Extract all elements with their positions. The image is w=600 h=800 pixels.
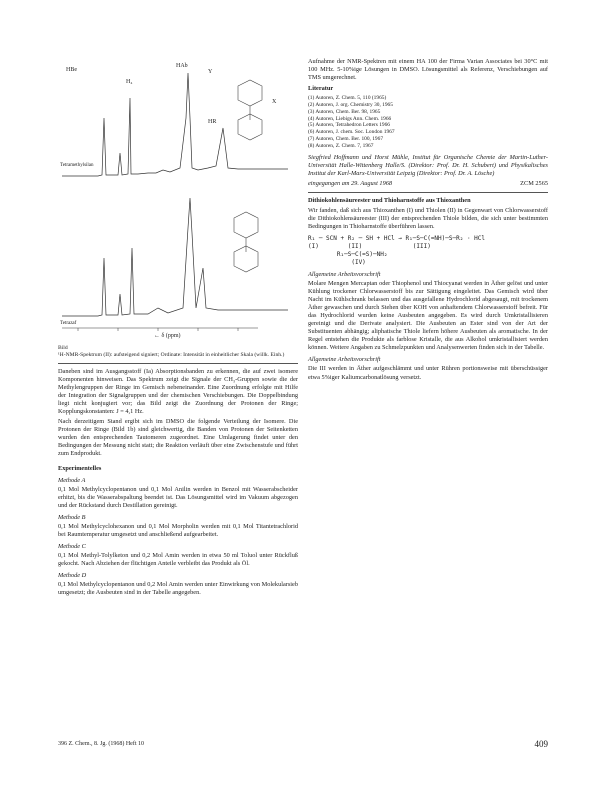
received-line <box>308 180 548 188</box>
article-intro: Wir fanden, daß sich aus Thioxanthen (I) und Thiolen (II) in Gegenwart von Chlorwasserstoff die Dithiokohlensäureester (III) der entsprechenden Thiole bilden, die sich unter bestimmten Bedingungen in Thioharnstoffe überführen lassen. <box>308 206 548 230</box>
method-a-text: 0,1 Mol Methylcyclopentanon und 0,1 Mol Anilin werden in Benzol mit Wasserabscheider erhitzt, bis die Wasserabspaltung beendet ist. Das Lösungsmittel wird im Vakuum abgezogen und der Rückstand durch Destillation gereinigt. <box>58 485 298 509</box>
method-d-text: 0,1 Mol Methylcyclopentanon und 0,2 Mol Amin werden unter Einwirkung von Molekularsieb umgesetzt; die Ausbeuten sind in der Tabelle angegeben. <box>58 581 298 597</box>
axis-label: ← δ (ppm) <box>154 333 181 339</box>
reference-item: (2) Autoren, J. org. Chemistry 30, 1965 <box>308 101 393 108</box>
peak-label-x: X <box>272 99 277 105</box>
left-intro-text: Daneben sind im Ausgangsstoff (Ia) Absorptionsbanden zu erkennen, die auf zwei isomere Komponenten hinweisen. Das Spektrum zeigt die Signale der CH₃-Gruppen sowie die der Methylengruppen der Ringe im Gemisch nebeneinander. Eine Zuordnung erfolgte mit Hilfe der Integration der Signalgruppen und der chemischen Verschiebungen. Die Doppelbindung liegt nicht konjugiert vor; das Bild zeigt die Zuordnung der Protonen der Ringe; Kopplungskonstanten: J = 4,1 Hz. <box>58 368 298 416</box>
left-para2-text: Nach derzeitigem Stand ergibt sich im DMSO die folgende Verteilung der Isomere. Die Protonen der Ringe (Bild 1b) sind gleichwertig, die Banden von Protonen der Seitenketten wurden den entsprechenden Tautomeren zugeordnet. Eine Umlagerung findet unter den Bedingungen der Messung nicht statt; die Reaktion verläuft über eine Zwischenstufe und führt zum Endprodukt. <box>58 418 298 458</box>
article-title: Dithiokohlensäureester und Thioharnstoffe aus Thioxanthen <box>308 196 471 204</box>
procedure-heading-2: Allgemeine Arbeitsvorschrift <box>308 356 381 364</box>
left-column <box>58 58 298 599</box>
reference-item: (8) Autoren, Z. Chem. 7, 1967 <box>308 142 374 149</box>
peak-label-hab: HAb <box>176 63 188 69</box>
spectrum-plot <box>58 58 298 341</box>
method-c-text: 0,1 Mol Methyl-Tolylketon und 0,2 Mol Amin werden in etwa 50 ml Toluol unter Rückfluß gekocht. Nach Abziehen der flüchtigen Anteile verbleibt das Produkt als Öl. <box>58 551 298 567</box>
nmr-spectrum-figure <box>58 58 298 341</box>
peak-label-h4: H₄ <box>126 79 133 85</box>
peak-label-y: Y <box>208 69 213 75</box>
peak-label-tetrazaf: Tetrazaf <box>60 321 77 326</box>
method-d-title: Methode D <box>58 572 87 580</box>
peak-label-hbe: HBe <box>66 67 77 73</box>
procedure-heading-1: Allgemeine Arbeitsvorschrift <box>308 270 381 278</box>
method-b-text: 0,1 Mol Methylcyclohexanon und 0,1 Mol Morpholin werden mit 0,1 Mol Titantetrachlorid bei Raumtemperatur umgesetzt und anschließend aufgearbeitet. <box>58 522 298 538</box>
reference-list <box>308 95 548 149</box>
peak-label-tms: Tetramethylsilan <box>60 163 94 168</box>
journal-citation: 396 Z. Chem., 8. Jg. (1968) Heft 10 <box>58 741 144 747</box>
reference-item: (1) Autoren, Z. Chem. 5, 110 (1965) <box>308 95 387 102</box>
reaction-equation: R₁ ─ SCN + R₂ ─ SH + HCl → R₁─S─C(=NH)─S─R₂ · HCl (I) (II) (III) R₁─S─C(=S)─NH₂ (IV) <box>308 234 486 266</box>
procedure-text-1: Molare Mengen Mercaptan oder Thiophenol und Thiocyanat werden in Äther gelöst und unter Kühlung trockener Chlorwasserstoff bis zur Sättigung eingeleitet. Das Gemisch wird über Nacht im Kühlschrank belassen und das ausgefallene Hydrochlorid abgesaugt, mit trockenem Äther gewaschen und durch Stehen über KOH von anhaftendem Chlorwasserstoff befreit. Für das Hydrochlorid wurden keine Ausbeuten angegeben. Es wird durch Umkristallisieren gereinigt und die Derivate analysiert. Die Ausbeuten an Ester sind von der Art der Substituenten abhängig; aliphatische Thiole liefern höhere Ausbeuten als aromatische. In der Regel entstehen die Produkte als farblose Kristalle, die aus Alkohol umkristallisiert werden können. Weitere Angaben zu Schmelzpunkten und Analysenwerten finden sich in der Tabelle. <box>308 279 548 352</box>
author-affiliation: Siegfried Hoffmann und Horst Mühle, Institut für Organische Chemie der Martin-Luther-Universität Halle-Wittenberg Halle/S. (Direktor: Prof. Dr. H. Schubert) und Physikalisches Institut der Karl-Marx-Universität Leipzig (Direktor: Prof. Dr. A. Lösche) <box>308 153 548 177</box>
figure-caption: Bild ¹H-NMR-Spektrum (II): aufsteigend signiert; Ordinate: Intensität in einheitlicher Skala (willk. Einh.) <box>58 345 285 358</box>
method-a-title: Methode A <box>58 476 86 484</box>
page-number: 409 <box>534 739 548 749</box>
nmr-conditions-text: Aufnahme der NMR-Spektren mit einem HA 100 der Firma Varian Associates bei 30°C mit 100 MHz. 5-10%ige Lösungen in DMSO. Lösungsmittel als Referenz, Verschiebungen auf TMS umgerechnet. <box>308 58 548 82</box>
reference-item: (4) Autoren, Liebigs Ann. Chem. 1966 <box>308 115 392 122</box>
literature-heading: Literatur <box>308 85 334 93</box>
experimental-heading: Experimentelles <box>58 464 102 472</box>
reference-item: (6) Autoren, J. chem. Soc. London 1967 <box>308 129 395 136</box>
procedure-text-2: Die III werden in Äther aufgeschlämmt und unter Rühren portionsweise mit überschüssiger etwa 5%iger Kaliumcarbonatlösung versetzt. <box>308 365 548 381</box>
received-date: eingegangen am 29. August 1968 <box>308 179 393 187</box>
peak-label-hr: HR <box>208 119 217 125</box>
method-c-title: Methode C <box>58 542 86 550</box>
reference-item: (5) Autoren, Tetrahedron Letters 1966 <box>308 122 391 129</box>
reference-item: (3) Autoren, Chem. Ber. 98, 1965 <box>308 108 381 115</box>
divider <box>58 363 298 364</box>
reference-item: (7) Autoren, Chem. Ber. 100, 1967 <box>308 135 384 142</box>
right-column <box>308 58 548 384</box>
method-b-title: Methode B <box>58 513 86 521</box>
article-code: ZCM 2565 <box>520 179 548 187</box>
divider <box>308 192 548 193</box>
